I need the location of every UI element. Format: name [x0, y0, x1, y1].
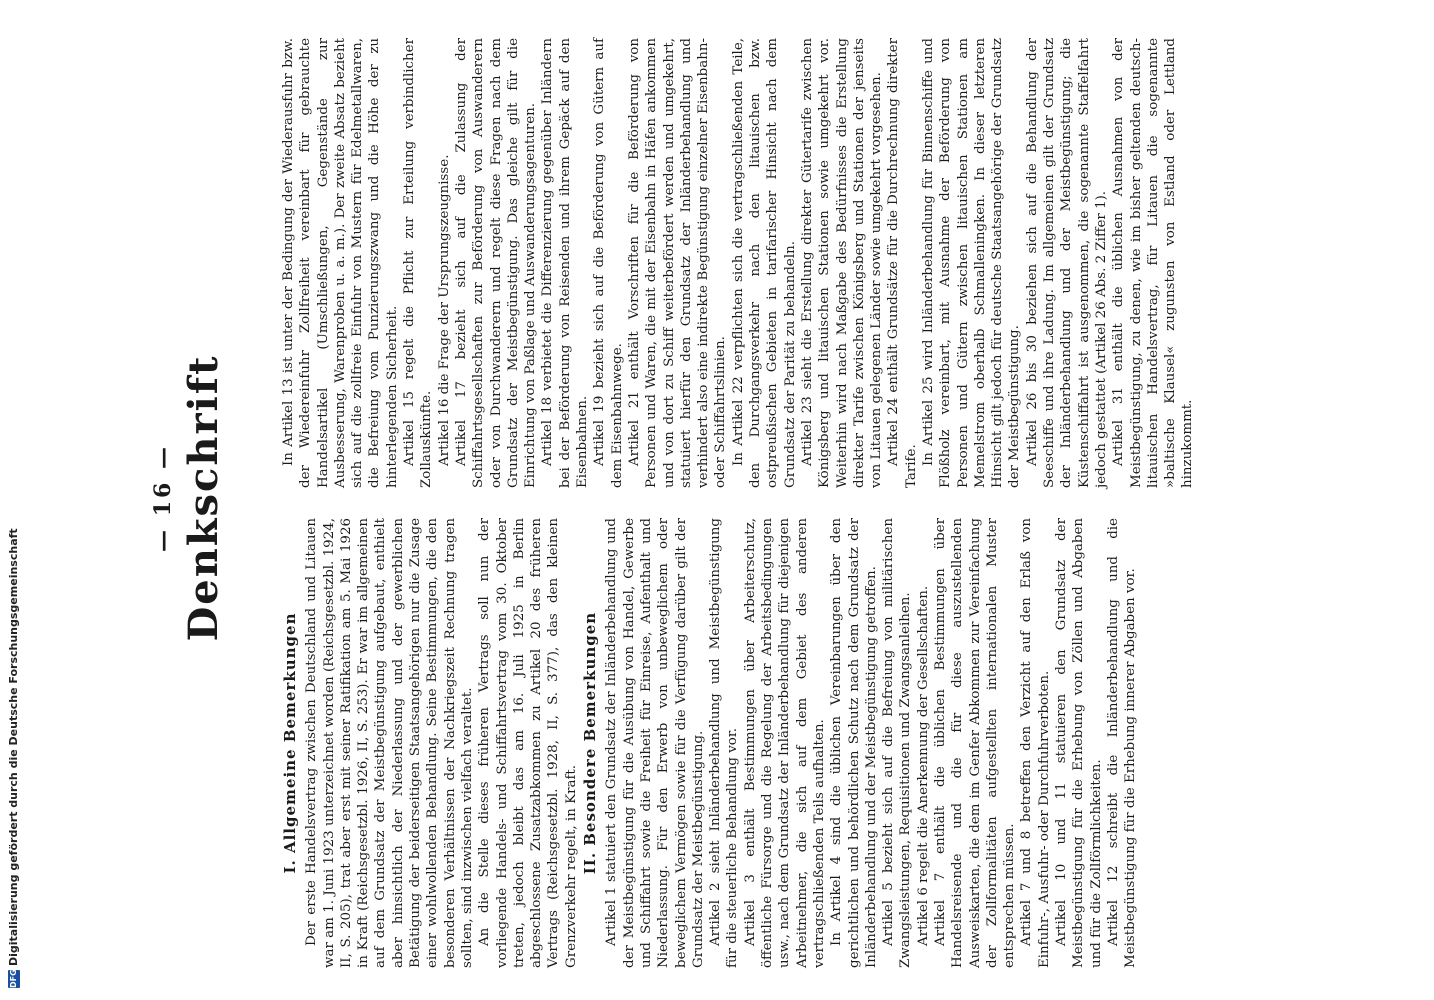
paragraph: Artikel 3 enthält Bestimmungen über Arbeiterschutz, öffentliche Fürsorge und die Regelung der Arbeitsbedingungen usw., nach dem Grundsatz der Inländerbehandlung für diejenigen Arbeitnehmer, die sich auf dem Gebiet des anderen vertragschließenden Teils aufhalten. — [742, 518, 827, 968]
paragraph: Artikel 21 enthält Vorschriften für die Beförderung von Personen und Waren, die mit der Eisenbahn in Häfen ankommen und von dort zu Schiff weiterbefördert werden und umgekehrt, statuiert hierfür den Grundsatz der Inländerbehandlung und verhindert also eine indirekte Begünstigung einzelner Eisenbahn- oder Schiffahrtslinien. — [626, 38, 729, 488]
document-title: Denkschrift — [180, 354, 227, 642]
section-heading-specific: II. Besondere Bemerkungen — [581, 611, 600, 875]
paragraph: Artikel 19 bezieht sich auf die Beförderung von Gütern auf dem Eisenbahnwege. — [592, 38, 625, 488]
digitization-credit — [4, 0, 24, 1000]
paragraph: In Artikel 25 wird Inländerbehandlung für Binnenschiffe und Flößholz vereinbart, mit Ausnahme der Beförderung von Personen und Gütern zwischen litauischen Stationen am Memelstrom oberhalb Schmalleningken. In dieser letzteren Hinsicht gilt jedoch für deutsche Staatsangehörige der Grundsatz der Meistbegünstigung. — [920, 38, 1023, 488]
dfg-logo-icon: DFG — [9, 969, 18, 988]
paragraph: Artikel 10 und 11 statuieren den Grundsatz der Meistbegünstigung für die Erhebung von Zöllen und Abgaben und für die Zollförmlichkeiten. — [1054, 518, 1104, 968]
paragraph: Artikel 31 enthält die üblichen Ausnahmen von der Meistbegünstigung, zu denen, wie im bisher geltenden deutsch-litauischen Handelsvertrag, für Litauen die sogenannte »baltische Klausel« zugunsten von Estland oder Lettland hinzukommt. — [1111, 38, 1196, 488]
paragraph: Artikel 15 regelt die Pflicht zur Erteilung verbindlicher Zollauskünfte. — [402, 38, 435, 488]
credit-text: Digitalisierung gefördert durch die Deutsche Forschungsgemeinschaft — [7, 528, 20, 966]
paragraph: Artikel 5 bezieht sich auf die Befreiung von militärischen Zwangsleistungen, Requisitionen und Zwangsanleihen. — [881, 518, 914, 968]
paragraph: An die Stelle dieses früheren Vertrags soll nun der vorliegende Handels- und Schiffahrtsvertrag vom 30. Oktober treten, jedoch bleibt das am 16. Juli 1925 in Berlin abgeschlossene Zusatzabkommen zu Artikel 20 des früheren Vertrags (Reichsgesetzbl. 1928, II, S. 377), das den kleinen Grenzverkehr regelt, in Kraft. — [477, 518, 579, 968]
paragraph: Artikel 1 statuiert den Grundsatz der Inländerbehandlung und der Meistbegünstigung für die Ausübung von Handel, Gewerbe und Schiffahrt sowie die Freiheit für Einreise, Aufenthalt und Niederlassung. Für den Erwerb von unbeweglichem oder beweglichem Vermögen sowie für die Verfügung darüber gilt der Grundsatz der Meistbegünstigung. — [604, 518, 706, 968]
paragraph: Artikel 6 regelt die Anerkennung der Gesellschaften. — [915, 585, 931, 946]
right-column — [280, 38, 1197, 488]
paragraph: Der erste Handelsvertrag zwischen Deutschland und Litauen war am 1. Juni 1923 unterzeichnet worden (Reichsgesetzbl. 1924, II, S. 205), trat aber erst mit seiner Ratifikation am 5. Mai 1926 in Kraft (Reichsgesetzbl. 1926, II, S. 253). Er war im allgemeinen auf dem Grundsatz der Meistbegünstigung aufgebaut, enthielt aber hinsichtlich der Niederlassung und der gewerblichen Betätigung der beiderseitigen Staatsangehörigen nur die Zusage einer wohlwollenden Behandlung. Seine Bestimmungen, die den besonderen Verhältnissen der Nachkriegszeit Rechnung tragen sollten, sind inzwischen vielfach veraltet. — [304, 518, 475, 968]
paragraph: In Artikel 13 ist unter der Bedingung der Wiederausfuhr bzw. der Wiedereinfuhr Zollfreiheit vereinbart für gebrauchte Handelsartikel (Umschließungen, Gegenstände zur Ausbesserung, Warenproben u. a. m.). Der zweite Absatz bezieht sich auf die zollfreie Einfuhr von Mustern für Edelmetallwaren, die Befreiung vom Punzierungszwang und die Höhe der zu hinterlegenden Sicherheit. — [281, 38, 400, 488]
rotated-text-block — [150, 28, 1260, 968]
paragraph: Artikel 23 sieht die Erstellung direkter Gütertarife zwischen Königsberg und litauischen Stationen sowie umgekehrt vor. Weiterhin wird nach Maßgabe des Bedürfnisses die Erstellung direkter Tarife zwischen Königsberg und Stationen der jenseits von Litauen gelegenen Länder sowie umgekehrt vorgesehen. — [799, 38, 885, 488]
paragraph: In Artikel 4 sind die üblichen Vereinbarungen über den gerichtlichen und behördlichen Schutz nach dem Grundsatz der Inländerbehandlung und der Meistbegünstigung getroffen. — [829, 518, 879, 968]
page-number: — 16 — — [150, 444, 176, 552]
page-header — [150, 28, 227, 968]
paragraph: In Artikel 22 verpflichten sich die vertragschließenden Teile, den Durchgangsverkehr nach den litauischen bzw. ostpreußischen Gebieten in tarifarischer Hinsicht nach dem Grundsatz der Parität zu behandeln. — [730, 38, 798, 488]
paragraph: Artikel 12 schreibt die Inländerbehandlung und die Meistbegünstigung für die Erhebung innerer Abgaben vor. — [1105, 518, 1139, 968]
paragraph: Artikel 7 enthält die üblichen Bestimmungen über Handelsreisende und die für diese auszustellenden Ausweiskarten, die dem im Genfer Abkommen zur Vereinfachung der Zollformalitäten aufgestellten internationalen Muster entsprechen müssen. — [932, 518, 1018, 968]
paragraph: Artikel 24 enthält Grundsätze für die Durchrechnung direkter Tarife. — [886, 38, 919, 488]
left-column — [280, 518, 1140, 968]
paragraph: Artikel 26 bis 30 beziehen sich auf die Behandlung der Seeschiffe und ihre Ladung. Im allgemeinen gilt der Grundsatz der Inländerbehandlung und der Meistbegünstigung; die Küstenschiffahrt ist ausgenommen, die sogenannte Staffelfahrt jedoch gestattet (Artikel 26 Abs. 2 Ziffer 1). — [1024, 38, 1109, 488]
paragraph: Artikel 18 verbietet die Differenzierung gegenüber Inländern bei der Beförderung von Reisenden und ihrem Gepäck auf den Eisenbahnen. — [540, 38, 591, 488]
paragraph: Artikel 17 bezieht sich auf die Zulassung der Schiffahrtsgesellschaften zur Beförderung von Auswanderern oder von Durchwanderern und regelt diese Fragen nach dem Grundsatz der Meistbegünstigung. Das gleiche gilt für die Einrichtung von Paßlage und Auswanderungsagenturen. — [453, 38, 539, 488]
paragraph: Artikel 16 die Frage der Ursprungszeugnisse. — [436, 154, 452, 466]
section-heading-general: I. Allgemeine Bemerkungen — [281, 612, 299, 874]
paragraph: Artikel 7 und 8 betreffen den Verzicht auf den Erlaß von Einfuhr-, Ausfuhr- oder Durchfuhrverboten. — [1019, 518, 1052, 968]
paragraph: Artikel 2 sieht Inländerbehandlung und Meistbegünstigung für die steuerliche Behandlung vor. — [708, 518, 741, 968]
page-content — [150, 28, 1260, 968]
